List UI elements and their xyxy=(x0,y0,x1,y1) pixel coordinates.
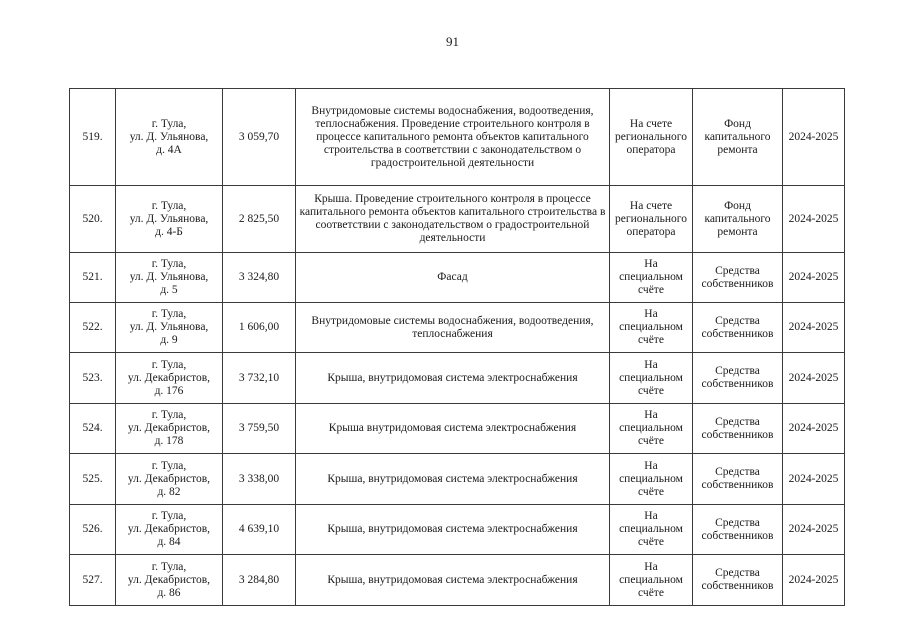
address-line: д. 176 xyxy=(154,384,184,397)
address-line: г. Тула, xyxy=(151,560,187,573)
address-line: г. Тула, xyxy=(151,459,187,472)
address-cell xyxy=(116,186,223,253)
work-description: Внутридомовые системы водоснабжения, водоотведения, теплоснабжения. Проведение строительного контроля в процессе капитального ремонта объектов капитального строительства в соответствии с законодательством о градостроительной деятельности xyxy=(296,89,610,186)
table-row xyxy=(70,404,845,454)
table-row xyxy=(70,186,845,253)
work-description: Крыша. Проведение строительного контроля в процессе капитального ремонта объектов капитального строительства в соответствии с законодательством о градостроительной деятельности xyxy=(296,186,610,253)
address-cell xyxy=(116,555,223,606)
funding-source: Фонд капитального ремонта xyxy=(693,89,783,186)
table-row xyxy=(70,253,845,303)
row-number: 520. xyxy=(70,186,116,253)
address-line: ул. Декабристов, xyxy=(127,573,211,586)
address-line: г. Тула, xyxy=(151,308,187,320)
address-cell xyxy=(116,454,223,505)
account-type: На специальном счёте xyxy=(610,454,693,505)
account-type: На специальном счёте xyxy=(610,353,693,404)
address-line: д. 86 xyxy=(157,586,181,599)
row-number: 526. xyxy=(70,505,116,555)
repair-period: 2024-2025 xyxy=(783,89,845,186)
work-description: Крыша, внутридомовая система электроснабжения xyxy=(296,353,610,404)
repair-period: 2024-2025 xyxy=(783,353,845,404)
row-number: 527. xyxy=(70,555,116,606)
address-line: д. 9 xyxy=(160,334,178,346)
table-row xyxy=(70,555,845,606)
area-value: 3 059,70 xyxy=(223,89,296,186)
funding-source: Средства собственников xyxy=(693,253,783,303)
account-type: На специальном счёте xyxy=(610,253,693,303)
repair-period: 2024-2025 xyxy=(783,186,845,253)
funding-source: Средства собственников xyxy=(693,454,783,505)
work-description: Внутридомовые системы водоснабжения, водоотведения, теплоснабжения xyxy=(296,303,610,353)
account-type: На специальном счёте xyxy=(610,505,693,555)
area-value: 1 606,00 xyxy=(223,303,296,353)
address-line: г. Тула, xyxy=(151,117,187,130)
area-value: 3 284,80 xyxy=(223,555,296,606)
table-row xyxy=(70,303,845,353)
address-line: г. Тула, xyxy=(151,199,187,212)
row-number: 522. xyxy=(70,303,116,353)
area-value: 3 759,50 xyxy=(223,404,296,454)
repair-period: 2024-2025 xyxy=(783,454,845,505)
area-value: 3 732,10 xyxy=(223,353,296,404)
address-line: г. Тула, xyxy=(151,358,187,371)
address-cell xyxy=(116,253,223,303)
repair-works-table xyxy=(69,88,845,606)
address-line: д. 178 xyxy=(154,435,184,447)
table-body xyxy=(70,89,845,606)
account-type: На специальном счёте xyxy=(610,303,693,353)
address-line: ул. Декабристов, xyxy=(127,472,211,485)
account-type: На счете регионального оператора xyxy=(610,186,693,253)
address-line: г. Тула, xyxy=(151,258,187,270)
area-value: 3 338,00 xyxy=(223,454,296,505)
address-line: д. 4-Б xyxy=(155,225,183,238)
funding-source: Средства собственников xyxy=(693,404,783,454)
repair-period: 2024-2025 xyxy=(783,253,845,303)
area-value: 3 324,80 xyxy=(223,253,296,303)
address-cell xyxy=(116,353,223,404)
account-type: На специальном счёте xyxy=(610,404,693,454)
address-cell xyxy=(116,89,223,186)
row-number: 523. xyxy=(70,353,116,404)
address-line: ул. Д. Ульянова, xyxy=(129,212,209,225)
address-line: ул. Декабристов, xyxy=(127,523,211,535)
repair-period: 2024-2025 xyxy=(783,303,845,353)
address-line: ул. Д. Ульянова, xyxy=(129,130,209,143)
row-number: 521. xyxy=(70,253,116,303)
address-line: ул. Декабристов, xyxy=(127,371,211,384)
work-description: Крыша, внутридомовая система электроснабжения xyxy=(296,505,610,555)
address-cell xyxy=(116,303,223,353)
table-row xyxy=(70,505,845,555)
address-line: д. 5 xyxy=(160,284,178,296)
work-description: Фасад xyxy=(296,253,610,303)
funding-source: Средства собственников xyxy=(693,505,783,555)
address-line: г. Тула, xyxy=(151,510,187,522)
table-row xyxy=(70,454,845,505)
table-row xyxy=(70,353,845,404)
repair-period: 2024-2025 xyxy=(783,555,845,606)
work-description: Крыша, внутридомовая система электроснабжения xyxy=(296,555,610,606)
area-value: 4 639,10 xyxy=(223,505,296,555)
repair-period: 2024-2025 xyxy=(783,404,845,454)
address-cell xyxy=(116,404,223,454)
address-line: д. 4А xyxy=(156,143,182,156)
row-number: 519. xyxy=(70,89,116,186)
row-number: 525. xyxy=(70,454,116,505)
address-line: г. Тула, xyxy=(151,409,187,421)
repair-period: 2024-2025 xyxy=(783,505,845,555)
work-description: Крыша, внутридомовая система электроснабжения xyxy=(296,454,610,505)
address-line: д. 82 xyxy=(157,485,181,498)
address-line: ул. Д. Ульянова, xyxy=(129,271,209,283)
area-value: 2 825,50 xyxy=(223,186,296,253)
address-cell xyxy=(116,505,223,555)
work-description: Крыша внутридомовая система электроснабжения xyxy=(296,404,610,454)
account-type: На счете регионального оператора xyxy=(610,89,693,186)
funding-source: Средства собственников xyxy=(693,303,783,353)
address-line: ул. Д. Ульянова, xyxy=(129,321,209,333)
funding-source: Средства собственников xyxy=(693,555,783,606)
address-line: д. 84 xyxy=(157,536,181,548)
funding-source: Средства собственников xyxy=(693,353,783,404)
table-row xyxy=(70,89,845,186)
address-line: ул. Декабристов, xyxy=(127,422,211,434)
page-number: 91 xyxy=(446,34,459,49)
row-number: 524. xyxy=(70,404,116,454)
funding-source: Фонд капитального ремонта xyxy=(693,186,783,253)
account-type: На специальном счёте xyxy=(610,555,693,606)
